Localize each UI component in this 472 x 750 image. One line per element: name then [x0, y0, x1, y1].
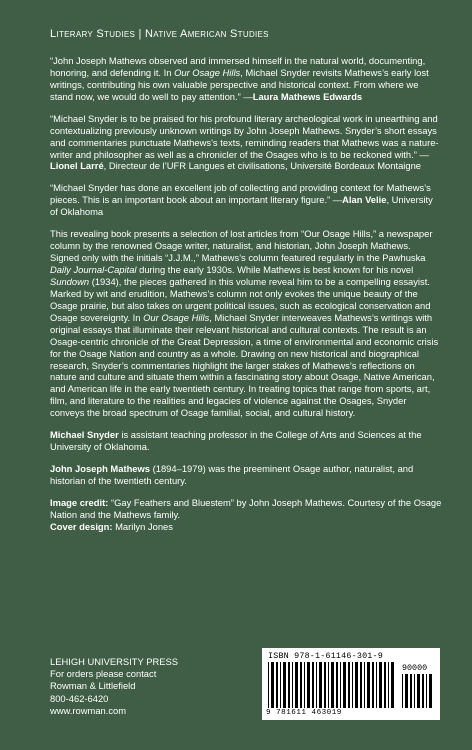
credits [50, 497, 442, 533]
author-bio: Michael Snyder is assistant teaching professor in the College of Arts and Sciences at the University of Oklahoma. [50, 429, 422, 453]
price-barcode-icon [402, 674, 434, 708]
isbn-barcode [262, 648, 440, 720]
book-description: This revealing book presents a selection of lost articles from “Our Osage Hills,” a newspaper column by the renowned Osage writer, naturalist, and historian, John Joseph Mathews. Signed only with the initials “J.J.M.,” Mathews’s column featured regularly in the Pawhuska Daily Journal-Capital during the early 1930s. While Mathews is best known for his novel Sundown (1934), the pieces gathered in this volume reveal him to be a compelling essayist. Marked by wit and erudition, Mathews’s column not only evokes the unique beauty of the Osage prairie, but also takes on urgent political issues, such as ecological conservation and Osage sovereignty. In Our Osage Hills, Michael Snyder interweaves Mathews’s writings with original essays that illuminate their relevant historical and cultural contexts. The result is an Osage-centric chronicle of the Great Depression, a time of environmental and economic crisis for the Osage Nation and country as a whole. Drawing on new historical and biographical research, Snyder’s commentaries highlight the larger stakes of Mathews’s reflections on nature and culture and situate them within a fascinating story about Osage, Native American, and American life in the early twentieth century. In treating topics that range from sports, art, film, and literature to the realities and legacies of violence against the Osages, Snyder conveys the broad spectrum of Osage familial, social, and cultural history. [50, 228, 439, 419]
publisher-phone: 800-462-6420 [50, 692, 109, 704]
barcode-bars-icon [268, 662, 396, 708]
subject-heading: Literary Studies | Native American Studies [50, 28, 269, 40]
barcode-digits: 9 781611 463019 [266, 709, 342, 717]
distributor-name: Rowman & Littlefield [50, 680, 136, 692]
isbn-number: ISBN 978-1-61146-301-9 [268, 651, 383, 661]
publisher-website: www.rowman.com [50, 704, 127, 716]
orders-line: For orders please contact [50, 668, 157, 680]
praise-author: Alan Velie [342, 194, 387, 206]
praise-author: Lionel Larré [50, 160, 104, 172]
praise-quote-3: “Michael Snyder has done an excellent job of collecting and providing context for Mathews’s pieces. This is an important book about an important literary figure.” —Alan Velie, University of Oklahoma [50, 182, 433, 218]
subject-bio: John Joseph Mathews (1894–1979) was the preeminent Osage author, naturalist, and historian of the twentieth century. [50, 463, 414, 487]
cover-design-credit: Cover design: Marilyn Jones [50, 520, 173, 532]
praise-author: Laura Mathews Edwards [252, 90, 363, 102]
publisher-name: LEHIGH UNIVERSITY PRESS [50, 656, 178, 667]
image-credit: Image credit: “Gay Feathers and Bluestem” by John Joseph Mathews. Courtesy of the Osage Nation and the Mathews family. [50, 496, 442, 520]
publisher-info [50, 656, 178, 717]
price-code: 90000 [402, 663, 428, 673]
praise-quote-1: “John Joseph Mathews observed and immersed himself in the natural world, documenting, honoring, and defending it. In Our Osage Hills, Michael Snyder revisits Mathews’s early lost writings, contributing his own valuable perspective and historical context. From where we stand now, we would do well to pay attention.” —Laura Mathews Edwards [50, 54, 429, 102]
praise-quote-2: “Michael Snyder is to be praised for his profound literary archeological work in unearthing and contextualizing previously unknown writings by John Joseph Mathews. Snyder’s short essays and commentaries punctuate Mathews’s texts, reminding readers that Mathews was a nature-writer and philosopher as well as a chronicler of the Osages who is to be reckoned with.” —Lionel Larré, Directeur de l’UFR Langues et civilisations, Université Bordeaux Montaigne [50, 112, 439, 172]
